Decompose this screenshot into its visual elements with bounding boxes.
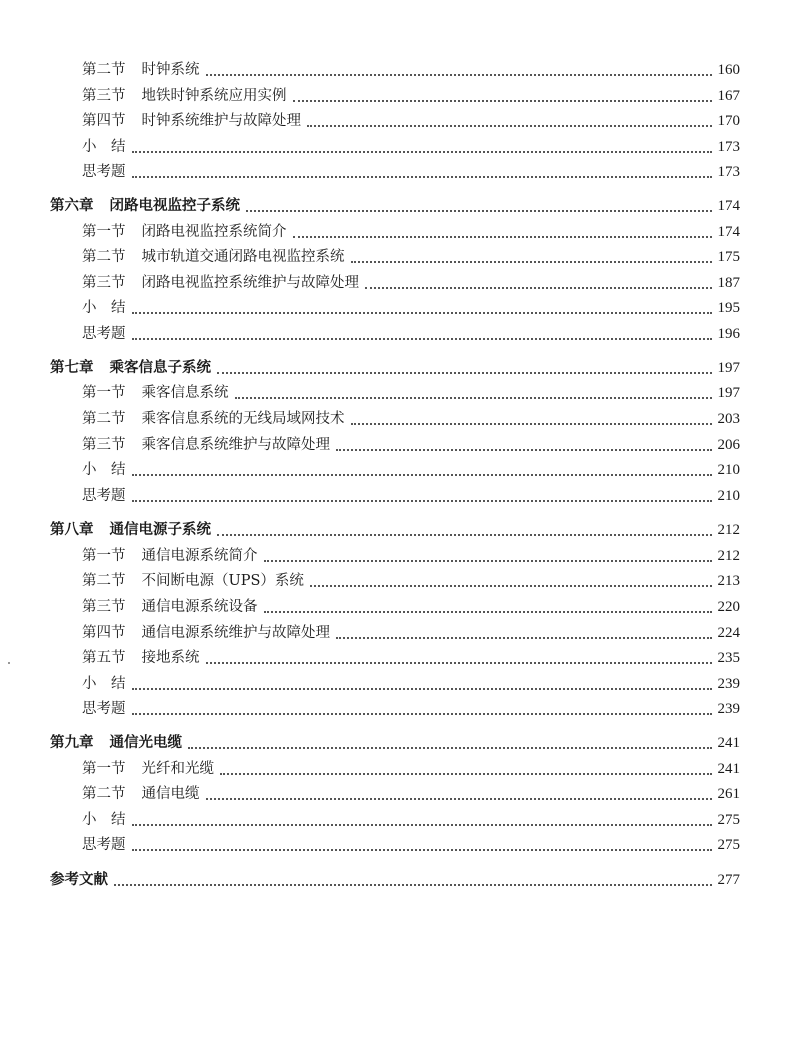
- entry-number: 第四节: [82, 113, 126, 129]
- toc-entry: [82, 135, 740, 159]
- dot-leader: [132, 499, 712, 502]
- toc-entry: [82, 220, 740, 244]
- page-number: 197: [717, 385, 740, 401]
- entry-title: 思考题: [82, 837, 126, 853]
- entry-title: 乘客信息系统维护与故障处理: [141, 437, 330, 453]
- dot-leader: [235, 396, 712, 399]
- toc-entry: [82, 109, 740, 133]
- entry-title: 乘客信息系统: [141, 385, 229, 401]
- page-number: 277: [717, 872, 740, 888]
- entry-title: 小 结: [82, 812, 126, 828]
- entry-number: 第二节: [82, 411, 126, 427]
- toc-entry: [82, 757, 740, 781]
- dot-leader: [206, 73, 712, 76]
- toc-entry: [82, 544, 740, 568]
- dot-leader: [351, 260, 712, 263]
- entry-number: 第三节: [82, 88, 126, 104]
- page-number: 239: [717, 701, 740, 717]
- entry-number: 第一节: [82, 761, 126, 777]
- dot-leader: [217, 533, 712, 536]
- page-number: 241: [717, 761, 740, 777]
- entry-title: 光纤和光缆: [141, 761, 214, 777]
- entry-title: 时钟系统维护与故障处理: [141, 113, 301, 129]
- dot-leader: [310, 584, 712, 587]
- toc-entry: [82, 381, 740, 405]
- dot-leader: [132, 337, 712, 340]
- toc-entry: [82, 672, 740, 696]
- dot-leader: [132, 311, 712, 314]
- dot-leader: [307, 124, 712, 127]
- dot-leader: [132, 687, 712, 690]
- page-number: 175: [717, 249, 740, 265]
- scan-speck: [8, 662, 10, 664]
- page-number: 187: [717, 275, 740, 291]
- dot-leader: [188, 746, 712, 749]
- toc-entry: [82, 433, 740, 457]
- toc-entry: [82, 569, 740, 593]
- entry-title: 小 结: [82, 300, 126, 316]
- entry-title: 不间断电源（UPS）系统: [141, 573, 304, 589]
- page-number: 213: [717, 573, 740, 589]
- toc-entry: [82, 296, 740, 320]
- entry-title: 乘客信息系统的无线局域网技术: [141, 411, 345, 427]
- page-number: 174: [717, 198, 740, 214]
- entry-number: 第一节: [82, 224, 126, 240]
- toc-entry: [82, 407, 740, 431]
- entry-number: 第三节: [82, 599, 126, 615]
- page-number: 170: [717, 113, 740, 129]
- toc-entry: [82, 833, 740, 857]
- page-number: 167: [717, 88, 740, 104]
- entry-title: 接地系统: [141, 650, 200, 666]
- entry-title: 闭路电视监控系统简介: [141, 224, 287, 240]
- entry-title: 小 结: [82, 676, 126, 692]
- entry-title: 时钟系统: [141, 62, 200, 78]
- page-number: 174: [717, 224, 740, 240]
- entry-title: 通信电源系统设备: [141, 599, 258, 615]
- page-number: 196: [717, 326, 740, 342]
- dot-leader: [336, 636, 712, 639]
- dot-leader: [293, 235, 712, 238]
- entry-number: 第一节: [82, 385, 126, 401]
- entry-title: 小 结: [82, 139, 126, 155]
- entry-number: 第八章: [50, 521, 94, 538]
- dot-leader: [132, 473, 712, 476]
- entry-title: 地铁时钟系统应用实例: [141, 88, 287, 104]
- page-number: 173: [717, 164, 740, 180]
- entry-number: 第二节: [82, 786, 126, 802]
- entry-title: 通信电源系统简介: [141, 548, 258, 564]
- entry-number: 第六章: [50, 197, 94, 214]
- entry-number: 第五节: [82, 650, 126, 666]
- toc-entry: [82, 484, 740, 508]
- toc-chapter-entry: [50, 731, 740, 755]
- entry-title: 小 结: [82, 462, 126, 478]
- dot-leader: [336, 448, 712, 451]
- toc-chapter-entry: [50, 194, 740, 218]
- entry-number: 第三节: [82, 275, 126, 291]
- toc-entry: [82, 697, 740, 721]
- entry-title: 通信电源子系统: [109, 521, 211, 538]
- entry-title: 思考题: [82, 701, 126, 717]
- page-number: 261: [717, 786, 740, 802]
- entry-number: 第二节: [82, 62, 126, 78]
- entry-number: 第一节: [82, 548, 126, 564]
- page-number: 212: [717, 522, 740, 538]
- toc-entry: [82, 271, 740, 295]
- entry-title: 思考题: [82, 488, 126, 504]
- entry-number: 第七章: [50, 359, 94, 376]
- page-number: 275: [717, 812, 740, 828]
- entry-title: 参考文献: [50, 871, 108, 888]
- toc-entry: [82, 160, 740, 184]
- page-number: 241: [717, 735, 740, 751]
- page-number: 275: [717, 837, 740, 853]
- entry-number: 第九章: [50, 734, 94, 751]
- dot-leader: [132, 150, 712, 153]
- entry-number: 第三节: [82, 437, 126, 453]
- dot-leader: [206, 661, 712, 664]
- dot-leader: [114, 883, 712, 886]
- dot-leader: [246, 209, 712, 212]
- page-number: 203: [717, 411, 740, 427]
- toc-entry: [82, 58, 740, 82]
- dot-leader: [220, 772, 712, 775]
- entry-number: 第二节: [82, 573, 126, 589]
- toc-entry: [82, 646, 740, 670]
- page-number: 160: [717, 62, 740, 78]
- toc-chapter-entry: [50, 356, 740, 380]
- page-number: 235: [717, 650, 740, 666]
- entry-number: 第二节: [82, 249, 126, 265]
- page-number: 206: [717, 437, 740, 453]
- entry-title: 思考题: [82, 326, 126, 342]
- dot-leader: [132, 712, 712, 715]
- toc-entry: [82, 621, 740, 645]
- dot-leader: [206, 797, 712, 800]
- toc-chapter-entry: [50, 518, 740, 542]
- page-number: 173: [717, 139, 740, 155]
- dot-leader: [264, 610, 712, 613]
- entry-title: 通信光电缆: [109, 734, 182, 751]
- page-number: 195: [717, 300, 740, 316]
- entry-title: 城市轨道交通闭路电视监控系统: [141, 249, 345, 265]
- dot-leader: [293, 99, 712, 102]
- dot-leader: [132, 848, 712, 851]
- entry-title: 思考题: [82, 164, 126, 180]
- entry-title: 通信电源系统维护与故障处理: [141, 625, 330, 641]
- dot-leader: [351, 422, 712, 425]
- toc-entry: [82, 458, 740, 482]
- toc-entry: [82, 595, 740, 619]
- dot-leader: [217, 371, 712, 374]
- toc-entry: [82, 84, 740, 108]
- entry-title: 闭路电视监控系统维护与故障处理: [141, 275, 359, 291]
- dot-leader: [264, 559, 712, 562]
- toc-references-entry: [50, 868, 740, 892]
- dot-leader: [132, 823, 712, 826]
- toc-entry: [82, 808, 740, 832]
- page-number: 197: [717, 360, 740, 376]
- page-number: 210: [717, 462, 740, 478]
- entry-title: 通信电缆: [141, 786, 200, 802]
- page-number: 224: [717, 625, 740, 641]
- entry-number: 第四节: [82, 625, 126, 641]
- entry-title: 闭路电视监控子系统: [109, 197, 240, 214]
- page-number: 210: [717, 488, 740, 504]
- entry-title: 乘客信息子系统: [109, 359, 211, 376]
- page-number: 220: [717, 599, 740, 615]
- toc-entry: [82, 245, 740, 269]
- toc-entry: [82, 782, 740, 806]
- page-number: 239: [717, 676, 740, 692]
- toc-entry: [82, 322, 740, 346]
- dot-leader: [365, 286, 712, 289]
- dot-leader: [132, 175, 712, 178]
- page-number: 212: [717, 548, 740, 564]
